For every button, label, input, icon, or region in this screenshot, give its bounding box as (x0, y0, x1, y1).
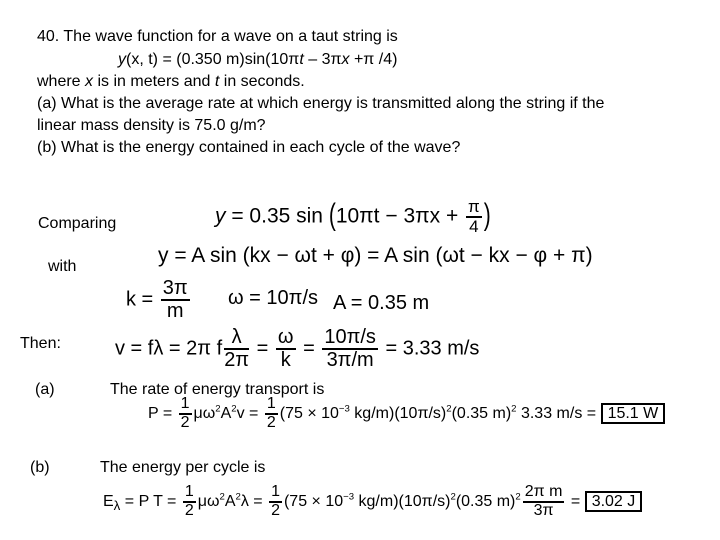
where-line (37, 72, 305, 91)
eq4-f3-num: 10π/s (324, 326, 376, 348)
eq6-mu-unit: kg/m) (354, 493, 399, 511)
equation-general-wave: y = A sin (kx − ωt + φ) = A sin (ωt − kx − φ + π) (158, 244, 593, 267)
eq6-lambda-fraction (523, 484, 565, 520)
eq5-half-1 (179, 396, 192, 432)
eq5-mu: (75 × 10 (279, 405, 339, 423)
wf-mid: = (0.350 m)sin(10π (158, 51, 300, 68)
energy-answer-box: 3.02 J (585, 491, 643, 512)
problem-line-1: 40. The wave function for a wave on a taut string is (37, 28, 398, 45)
eq4-eq-b: = (297, 337, 321, 360)
eq6-exp: −3 (343, 491, 355, 503)
eq3-k-den: m (166, 300, 184, 322)
eq6-sub: λ (113, 498, 121, 514)
eq5-exp: −3 (338, 403, 350, 415)
equation-power (148, 396, 665, 432)
eq6-A: A (224, 493, 236, 511)
part-b-line: (b) What is the energy contained in each cycle of the wave? (37, 139, 461, 156)
where-x: x (85, 73, 94, 90)
eq6-eq: = (566, 493, 585, 511)
eq5-vel: 3.33 m/s = (516, 405, 601, 423)
eq4-frac-2 (276, 327, 296, 371)
eq1-y: y (215, 204, 226, 228)
label-comparing: Comparing (38, 215, 117, 232)
eq5-amp: (0.35 m) (451, 405, 512, 423)
eq4-f1-num: λ (224, 327, 249, 350)
eq5-half2-num: 1 (265, 396, 278, 415)
eq1-body: 10πt − 3πx + (335, 204, 465, 228)
eq5-half-2 (265, 396, 278, 432)
label-then: Then: (20, 335, 61, 352)
eq3-k: k = (126, 288, 159, 311)
where-tail: in seconds. (219, 73, 305, 90)
equation-velocity (115, 327, 479, 371)
eq6-lam-den: 3π (533, 501, 554, 519)
equation-energy (103, 484, 642, 520)
label-with: with (48, 258, 77, 275)
eq1-eq: = 0.35 sin (225, 204, 329, 228)
eq6-omega: (10π/s) (398, 493, 451, 511)
part-a-line-1: (a) What is the average rate at which energy is transmitted along the string if the (37, 95, 605, 112)
wf-y: y (118, 51, 126, 68)
eq4-f2-den: k (280, 349, 291, 371)
eq6-half2-den: 2 (271, 501, 280, 519)
eq5-lead: P = (148, 405, 177, 423)
eq6-lam-num: 2π m (523, 484, 565, 503)
where-t: t (214, 73, 220, 90)
where-mid: is in meters and (93, 73, 215, 90)
eq5-mid: μω (193, 405, 216, 423)
eq4-f2-num: ω (277, 326, 294, 348)
eq6-half1-num: 1 (183, 484, 196, 503)
eq6-mid: μω (197, 493, 220, 511)
where-pre: where (37, 73, 86, 90)
eq5-sq3: 2 (446, 403, 452, 415)
eq6-sq1: 2 (219, 491, 225, 503)
eq5-v: v = (236, 405, 263, 423)
eq4-f3-den: 3π/m (326, 349, 374, 371)
eq6-sq3: 2 (450, 491, 456, 503)
eq6-half-2 (269, 484, 282, 520)
eq1-rparen: ) (483, 198, 491, 233)
eq6-amp: (0.35 m) (455, 493, 516, 511)
eq5-half1-num: 1 (179, 396, 192, 415)
eq6-half-1 (183, 484, 196, 520)
eq6-lam: λ = (240, 493, 268, 511)
wf-minus: – 3π (303, 51, 342, 68)
eq5-omega: (10π/s) (394, 405, 447, 423)
eq5-half2-den: 2 (266, 413, 276, 431)
eq6-sq2: 2 (235, 491, 241, 503)
rate-text: The rate of energy transport is (110, 381, 325, 398)
eq1-lparen: ( (328, 198, 336, 233)
eq6-half1-den: 2 (184, 501, 194, 519)
eq5-mu-unit: kg/m) (349, 405, 395, 423)
part-a-line-2: linear mass density is 75.0 g/m? (37, 117, 266, 134)
equation-omega: ω = 10π/s (228, 287, 319, 309)
eq6-lead: E (103, 493, 114, 511)
equation-k (126, 278, 192, 322)
eq4-result: = 3.33 m/s (379, 337, 480, 360)
eq4-eq-a: = (251, 337, 274, 360)
wf-x: x (341, 51, 350, 68)
eq1-frac-num: π (468, 197, 480, 216)
eq5-A: A (220, 405, 232, 423)
eq4-lead: v = fλ = 2π f (115, 337, 223, 360)
wf-t: t (299, 51, 304, 68)
label-part-a: (a) (35, 381, 55, 398)
eq5-sq2: 2 (231, 403, 237, 415)
equation-amplitude: A = 0.35 m (333, 292, 430, 314)
equation-given-wave (215, 198, 491, 236)
eq4-frac-3 (322, 327, 378, 371)
wave-function-line (118, 50, 397, 69)
eq5-half1-den: 2 (180, 413, 190, 431)
wf-args: (x, t) (126, 51, 158, 68)
wf-tail: +π /4) (349, 51, 398, 68)
eq5-sq4: 2 (511, 403, 517, 415)
eq6-lead2: = P T = (120, 493, 181, 511)
power-answer-box: 15.1 W (601, 403, 666, 424)
label-part-b: (b) (30, 459, 50, 476)
eq1-frac-den: 4 (469, 216, 479, 236)
eq4-frac-1 (224, 327, 249, 371)
eq1-fraction (466, 198, 482, 236)
eq3-k-fraction (161, 278, 190, 322)
energy-text: The energy per cycle is (100, 459, 266, 476)
eq3-k-num: 3π (162, 277, 188, 299)
eq6-sq4: 2 (515, 491, 521, 503)
eq5-sq1: 2 (215, 403, 221, 415)
eq4-f1-den: 2π (224, 349, 250, 371)
eq6-mu: (75 × 10 (283, 493, 344, 511)
eq6-half2-num: 1 (269, 484, 282, 503)
